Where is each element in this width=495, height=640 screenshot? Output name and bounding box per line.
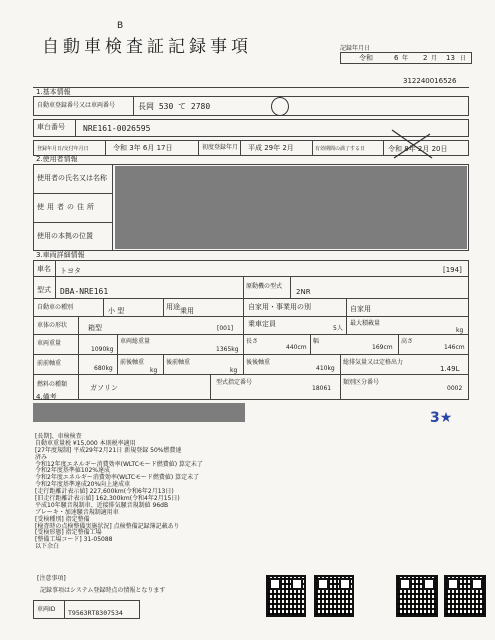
redacted-user-info: [115, 166, 467, 249]
qr-code-2-icon: [314, 575, 354, 617]
chassis-label: 車台番号: [37, 123, 65, 131]
record-date-year: 6: [394, 54, 399, 62]
rear-rear-axle-value: 410kg: [316, 365, 335, 372]
document-mark: B: [117, 21, 124, 31]
remark-line: 令和2年度エネルギー消費効率(WLTCモード燃費値) 算定未了: [35, 474, 200, 482]
expiry-value: 令和 8年 2月 20日: [388, 145, 448, 153]
section3-heading: 3.車両詳細情報: [36, 251, 85, 259]
circle-mark-icon: [271, 97, 289, 116]
fuel-label: 燃料の種類: [37, 381, 68, 388]
vehicle-id-label: 車両ID: [37, 606, 56, 613]
body-value: 箱型: [88, 324, 102, 332]
remark-line: 以下余白: [35, 543, 60, 551]
strike-through-mark-icon: [390, 128, 435, 160]
remark-line: 令和12年度エネルギー消費効率(WLTCモード燃費値) 算定未了: [35, 460, 203, 468]
displacement-value: 1.49L: [440, 365, 460, 373]
record-date-day-unit: 日: [460, 55, 467, 62]
chassis-value: NRE161-0026595: [83, 124, 151, 133]
remark-line: 令和2年度基準値102%達成: [35, 467, 110, 475]
category-label: 類別区分番号: [343, 379, 380, 386]
remark-line: 自動車重量税 ¥15,000 本則税率適用: [35, 439, 136, 447]
body-label: 車体の形状: [37, 322, 68, 329]
vehicle-id-value: T9563RT8307534: [68, 609, 123, 617]
first-reg-label: 初度登録年月: [202, 144, 239, 151]
length-label: 長さ: [246, 338, 259, 345]
reg-date-label: 登録年月日/交付年月日: [37, 146, 89, 152]
remark-line: [整備工場コード] 31-05088: [35, 536, 113, 544]
expiry-label: 有効期間の満了する日: [315, 146, 366, 152]
designation-value: 18061: [312, 385, 332, 392]
height-label: 高さ: [401, 338, 414, 345]
purpose-label: 自家用・事業用の別: [248, 303, 311, 311]
record-date-label: 記録年月日: [340, 45, 371, 52]
gross-value: 1365kg: [216, 346, 239, 353]
user-base-label: 使用の本拠の位置: [37, 232, 93, 240]
section4-heading: 4.備考: [36, 393, 57, 401]
length-value: 440cm: [286, 344, 307, 351]
remark-line: [受検形態] 指定整備工場: [35, 529, 102, 537]
remarks-list: [35, 434, 295, 551]
front-rear-axle-unit: kg: [150, 367, 158, 374]
model-label: 型式: [37, 286, 51, 294]
rear-rear-axle-label: 後後軸重: [246, 359, 271, 366]
rear-front-axle-label: 後前軸重: [166, 359, 191, 366]
section1-heading: 1.基本情報: [36, 88, 71, 96]
maker-code: [194]: [443, 266, 462, 274]
qr-code-1-icon: [266, 575, 306, 617]
notice-heading: [注意事項]: [37, 575, 66, 582]
maker-value: トヨタ: [60, 267, 81, 275]
redacted-remarks: [33, 403, 245, 422]
model-value: DBA-NRE161: [60, 287, 109, 296]
category-value: 0002: [447, 385, 463, 392]
use-value: 乗用: [180, 307, 194, 315]
weight-label: 車両重量: [37, 340, 62, 347]
purpose-value: 自家用: [350, 305, 371, 313]
record-date-box: [340, 52, 472, 64]
remark-line: [長期]、車検検査: [35, 433, 82, 440]
record-date-era: 令和: [359, 54, 373, 62]
notice-text: 記録事項はシステム登録時点の情報となります: [40, 587, 166, 594]
section2-heading: 2.使用者情報: [36, 155, 78, 163]
remark-line: [27年度規制] 平成29年2月21日 新規登録 50%燃費達: [35, 446, 182, 454]
remark-line: 済み: [35, 453, 48, 461]
document-number: 312240016526: [403, 77, 457, 85]
document-title: 自動車検査証記録事項: [42, 37, 252, 57]
use-label: 用途: [166, 303, 180, 311]
width-label: 幅: [313, 338, 320, 345]
remark-line: [旧走行距離計表示値] 162,300km(令和4年2月15日): [35, 495, 180, 503]
reg-date-value: 令和 3年 6月 17日: [113, 144, 173, 152]
engine-value: 2NR: [296, 288, 311, 296]
designation-label: 型式指定番号: [216, 379, 253, 386]
record-date-month: 2: [423, 54, 428, 62]
front-rear-axle-label: 前後軸重: [120, 359, 145, 366]
record-date-month-unit: 月: [431, 55, 438, 62]
qr-code-3-icon: [396, 575, 438, 617]
fuel-value: ガソリン: [90, 384, 118, 392]
maxload-label: 最大積載量: [350, 320, 381, 327]
rear-front-axle-unit: kg: [230, 367, 238, 374]
remark-line: [走行距離計表示値] 227,600km(令和6年2月13日): [35, 488, 174, 496]
qr-code-4-icon: [444, 575, 486, 617]
record-date-year-unit: 年: [402, 55, 409, 62]
remark-line: 平成10年騒音規制車、近接排気騒音規制値 96dB: [35, 501, 169, 509]
first-reg-value: 平成 29年 2月: [248, 144, 294, 152]
capacity-value: 5人: [333, 325, 343, 332]
remark-line: [検査時の点検整備実施状況] 点検整備記録簿記載あり: [35, 522, 180, 530]
remark-line: [受検種別] 指定整備: [35, 515, 90, 523]
displacement-label: 総排気量又は定格出力: [343, 359, 404, 366]
engine-label: 原動機の型式: [246, 283, 283, 290]
maxload-unit: kg: [456, 327, 464, 334]
maker-label: 車名: [37, 265, 51, 273]
weight-value: 1090kg: [91, 346, 114, 353]
type-label: 自動車の種別: [37, 304, 74, 311]
user-address-label: 使用者の住所: [37, 203, 97, 211]
record-date-day: 13: [446, 54, 455, 62]
plate-value: 長岡 530 て 2780: [138, 102, 211, 111]
body-code: [001]: [217, 325, 234, 332]
height-value: 146cm: [444, 344, 465, 351]
remark-line: ブレーキ・加速騒音規制適用車: [35, 508, 119, 516]
type-value: 小 型: [108, 307, 125, 315]
plate-label: 自動車登録番号又は車両番号: [37, 102, 116, 109]
handwritten-annotation: 3★: [430, 410, 453, 426]
front-front-axle-value: 680kg: [94, 365, 113, 372]
capacity-label: 乗車定員: [248, 320, 276, 328]
width-value: 169cm: [372, 344, 393, 351]
front-front-axle-label: 前前軸重: [37, 360, 62, 367]
user-name-label: 使用者の氏名又は名称: [37, 174, 107, 182]
gross-label: 車両総重量: [120, 338, 151, 345]
remark-line: 令和2年度基準達成20%向上達成車: [35, 481, 131, 489]
